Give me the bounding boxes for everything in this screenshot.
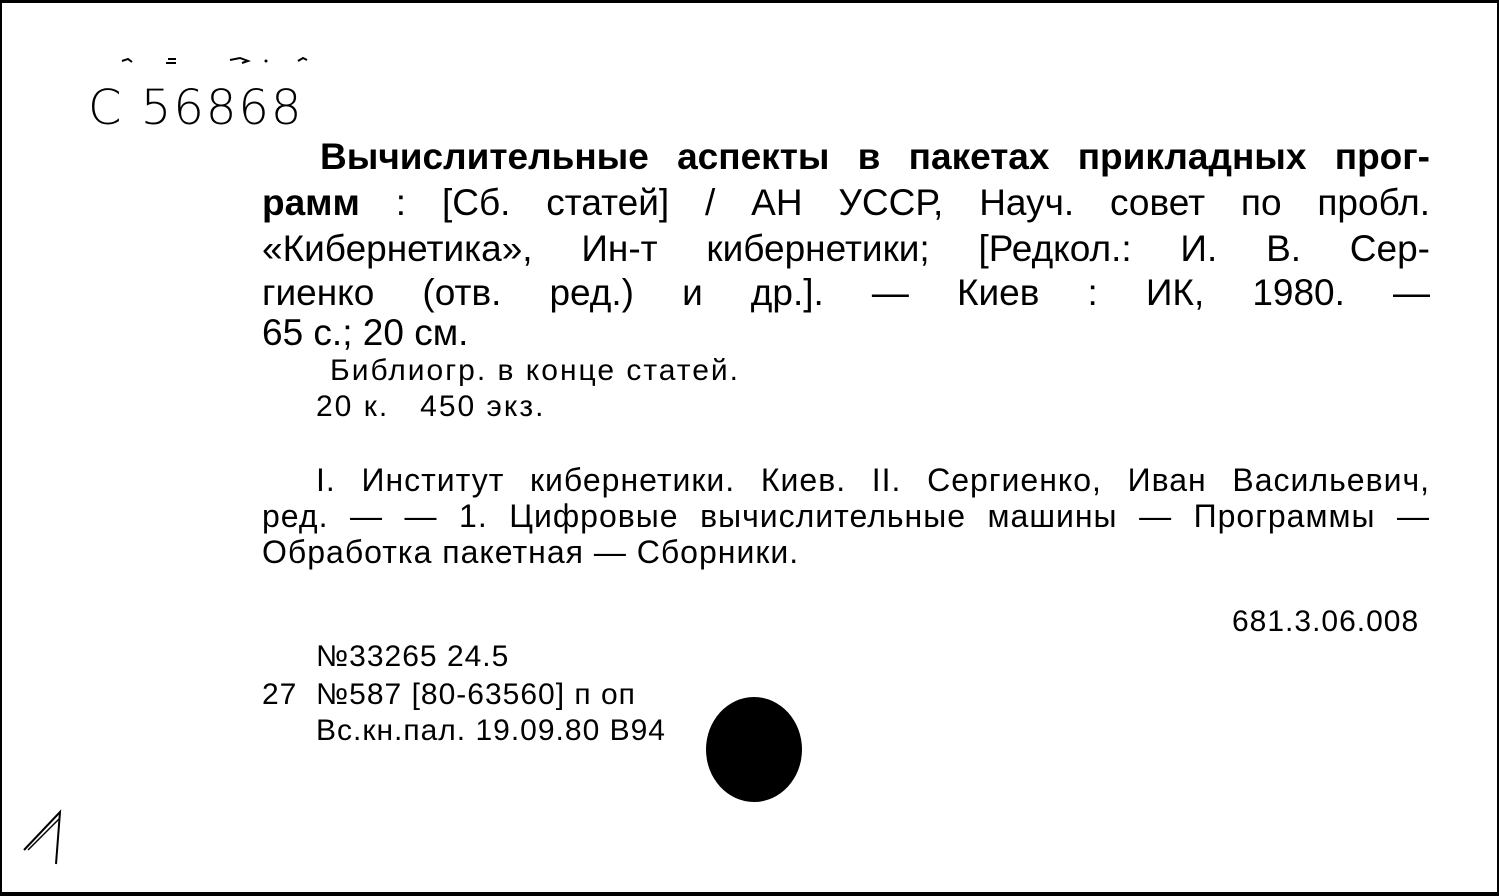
handwritten-mark [20,808,70,868]
print-number: 27 [262,678,298,711]
udc-index: 681.3.06.008 [1232,605,1420,638]
title-line-2: рамм : [Сб. статей] / АН УССР, Науч. совет по пробл. [262,182,1430,223]
title-line-1: Вычислительные аспекты в пакетах прикладных прог- [320,136,1430,177]
print-line: №587 [80-63560] п оп [316,678,636,711]
stamp-marks [118,55,308,67]
subject-line-1: I. Институт кибернетики. Киев. II. Сергиенко, Иван Васильевич, [316,462,1430,498]
chamber-line: Вс.кн.пал. 19.09.80 В94 [316,714,666,747]
bibliography-note: Библиогр. в конце статей. [330,354,740,387]
subject-line-2: ред. — — 1. Цифровые вычислительные машины — Программы — [262,498,1430,534]
title-line-5: 65 с.; 20 см. [262,312,469,353]
punch-hole [706,697,802,802]
title-line-4: гиенко (отв. ред.) и др.]. — Киев : ИК, 1980. — [262,272,1430,313]
card-number: С 56868 [88,80,304,136]
subject-line-3: Обработка пакетная — Сборники. [262,534,800,570]
order-number: №33265 24.5 [316,640,510,673]
title-line-3: «Кибернетика», Ин-т кибернетики; [Редкол.: И. В. Сер- [262,228,1430,269]
price-and-copies: 20 к. 450 экз. [316,390,546,423]
